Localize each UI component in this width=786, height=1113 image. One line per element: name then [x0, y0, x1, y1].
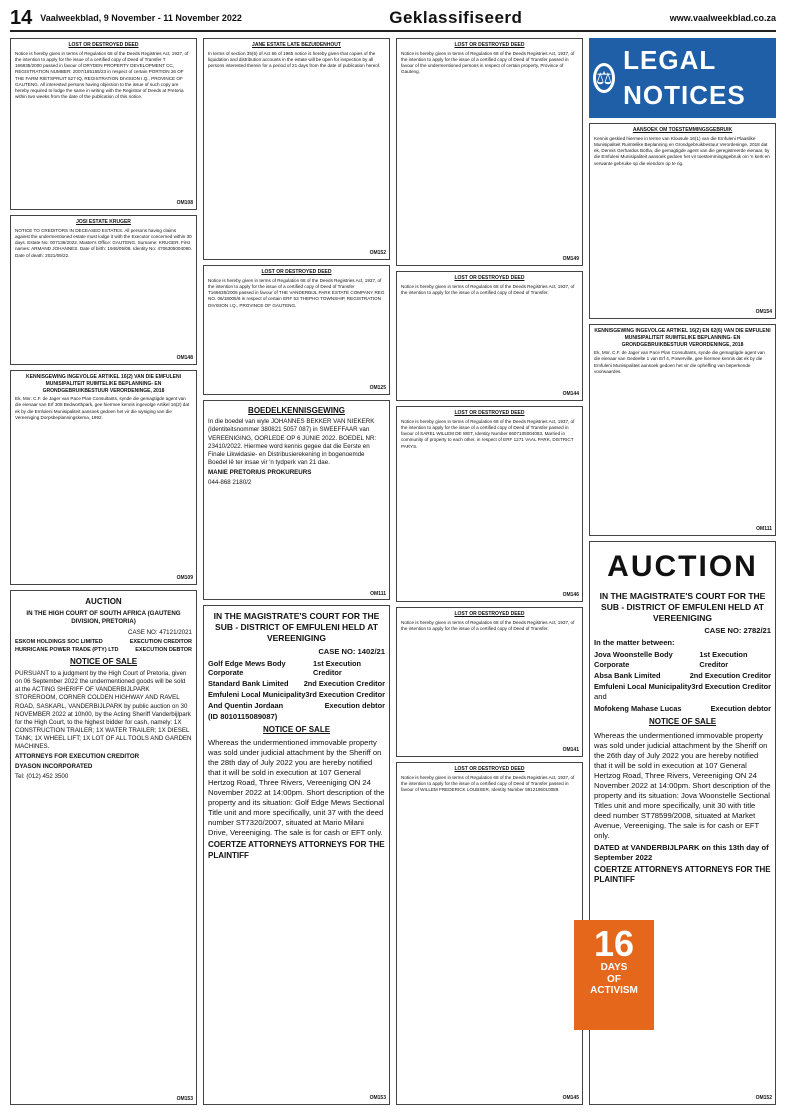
notice-body: Whereas the undermentioned immovable property was sold under judicial attachment by the Sheriff on the 28th day of July 2022 you are hereby notified that it will be sold in execution at 107 General Hertzog Road, Three Rivers, Vereeniging ON 24 November 2022 at 14:00pm. Short description of the property and its situation: Golf Edge Mews Sectional Title unit and more specifically, unit 37 with the deed number ST7320/2007, situated at Mario Milani Drive, Vereeniging. The sale is for cash or EFT only.	[208, 738, 385, 838]
between: In the matter between:	[594, 638, 675, 648]
notice-body: In die boedel van wyle JOHANNES BEKKER VAN NIEKERK (Identiteitsnommer 380821 5057 087) in SWEEFFAAR van VEREENIGING, OORLEDE OP 6 JUNIE 2022. BOEDEL NR: 23410/2022. Hiermee word kennis gegee dat die Eerste en Finale Likwidasie- en Distribusierekening in bogenoemde Boedel lê ter insae vir 'n tydperk van 21 dae.	[208, 418, 377, 466]
notice-title: LOST OR DESTROYED DEED	[454, 42, 525, 48]
lost-deed-notice	[396, 406, 583, 602]
lost-deed-notice	[203, 265, 390, 395]
notice-body: Kennis geskied hiermee in terme van Klousule 16(1) van die Emfuleni Plaaslike Munisipaliteit Ruimtelike Beplanning en Grondgebruikbestuur Verordeninge, 2018 dat ek, Dennis Gerhardus Botha, die gemagtigde agent van die geregistreerde eienaar, by die Emfuleni Munisipaliteit aansoek gedoen het vir toestemmingsgebruik om 'n kerk en verwante gebruike op die eiendom op te rig.	[594, 135, 770, 166]
estate-late-notice	[203, 38, 390, 260]
debtor-role: Execution debtor	[324, 700, 385, 710]
notice-body: Notice is hereby given in terms of Regulation 68 of the Deeds Registries Act, 1937, of the intention to apply for the issue of a certified copy of Deed of Transfer passed in favour of SAREL WILLEM DE WET, Identity Number 6607105004083, Married in community of property to each other, in respect of ERF 1271 VAAL PARK, DISTRICT PARYS.	[401, 418, 575, 449]
party-role: 1st Execution Creditor	[699, 650, 748, 670]
notice-ref: OM152	[755, 1095, 772, 1102]
party: Absa Bank Limited	[594, 670, 661, 680]
legal-notices-banner	[589, 38, 776, 118]
defendant: HURRICANE POWER TRADE (PTY) LTD	[15, 646, 119, 653]
column-3	[396, 38, 583, 1105]
notice-ref: OM111	[756, 526, 772, 533]
telephone: Tel: (012) 452 3500	[15, 773, 69, 780]
auction-head: AUCTION	[607, 550, 758, 583]
defendant-role: EXECUTION DEBTOR	[135, 646, 192, 653]
site-url[interactable]: www.vaalweekblad.co.za	[669, 13, 776, 23]
dated: DATED at VANDERBIJLPARK on this 13th day of September 2022	[594, 842, 769, 862]
lost-deed-notice	[396, 38, 583, 266]
notice-of-sale: NOTICE OF SALE	[262, 724, 331, 734]
notice-body: Notice is hereby given in terms of Regulation 68 of the Deeds Registries Act, 1937, of the intention to apply for the issue of a certified copy of Deed of Transfer passed in favour of WILLEM FREDERICK LOUBSER, Identity Number 5912195010089.	[401, 774, 575, 793]
lost-deed-notice	[10, 38, 197, 210]
case-number: CASE NO: 1402/21	[318, 646, 385, 656]
notice-ref: OM153	[369, 1095, 386, 1102]
notice-body: Ek, Mnr. C.F. de Jager van Pace Plan Consultants, synde die gemagtigde agent van die eienaar van Erf 308 Bedworthpark, gee hiermee kennis ingevolge Artikel 16(2) dat ek by die Emfuleni Munisipaliteit aansoek gedoen het vir die wysiging van die Vereeniging Dorpsbeplanningskema, 1992.	[15, 396, 190, 420]
notice-title: BOEDELKENNISGEWING	[248, 406, 345, 415]
column-1	[10, 38, 197, 1105]
notice-ref: OM125	[369, 385, 386, 392]
attorneys: COERTZE ATTORNEYS ATTORNEYS FOR THE PLAINTIFF	[594, 864, 771, 885]
notice-body: In terms of section 35(5) of Act 66 of 1965 notice is hereby given that copies of the liquidation and distribution accounts in the estate will be open for inspection by all persons interested therein for a period of 21 days from the date of publication hereof.	[208, 50, 381, 69]
notice-ref: OM154	[755, 309, 772, 316]
section-title: Geklassifiseerd	[389, 8, 523, 27]
notice-title: LOST OR DESTROYED DEED	[261, 269, 332, 275]
column-2	[203, 38, 390, 1105]
notice-ref: OM109	[176, 575, 193, 582]
party-role: 3rd Execution Creditor	[305, 689, 385, 699]
attorneys: ATTORNEYS FOR EXECUTION CREDITOR	[15, 752, 140, 760]
case-number: CASE NO: 2782/21	[704, 626, 771, 636]
notice-ref: OM111	[370, 590, 386, 597]
notice-ref: OM149	[562, 256, 579, 263]
paper-date: Vaalweekblad, 9 November - 11 November 2022	[40, 13, 242, 23]
debtor-id: (ID 8010115089087)	[208, 711, 278, 721]
activism-line: ACTIVISM	[590, 985, 638, 996]
notice-body: Notice is hereby given in terms of Regulation 68 of the Deeds Registries Act, 1937, of the intention to apply for the issue of a certified copy of Deed of Transfer T 166835/2000 passed in favour of DRYDEN PROPERTY DEVELOPMENT CC, REGISTRATION NUMBER: 2007/185155/23 in respect of certain PORTION 26 OF THE FARM RIETSPRUIT 527 IQ, REGISTRATION DIVISION I.Q., PROVINCE OF GAUTENG. All interested persons having objection to the issue of such copy are hereby required to lodge the same in writing with the Registrar of Deeds at Pretoria within two weeks from the date of the publication of this notice.	[15, 50, 189, 100]
lost-deed-notice	[396, 762, 583, 1105]
notice-ref: OM153	[176, 1095, 193, 1102]
notice-of-sale: NOTICE OF SALE	[648, 717, 717, 727]
notice-title: KENNISGEWING INGEVOLGE ARTIKEL 16(2) EN 62(6) VAN DIE EMFULENI MUNISIPALITEIT RUIMTELIKE BEPLANNING- EN GRONDGEBRUIKBESTUUR VERORDENINGE, 2018	[594, 328, 771, 348]
estate-notice	[10, 215, 197, 365]
and-text: and	[594, 692, 607, 702]
aansoek-notice	[589, 123, 776, 319]
notice-body: Ek, Mnr. C.F. de Jager van Pace Plan Consultants, synde die gemagtigde agent van die eienaar van Gedeelte 1 van Erf 4, Powerville, gee hiermee kennis dat ek by die Emfuleni Munisipaliteit aansoek gedoen het vir die opheffing van beperkende voorwaardes.	[594, 350, 765, 374]
party: Emfuleni Local Municipality	[208, 689, 306, 699]
firm: DYASON INCORPORATED	[15, 762, 93, 770]
court-name: IN THE MAGISTRATE'S COURT FOR THE SUB - DISTRICT OF EMFULENI HELD AT VEREENIGING	[213, 611, 380, 644]
notice-title: JANE ESTATE LATE BEZUIDENHOUT	[252, 42, 341, 48]
activism-line: DAYS	[600, 962, 628, 973]
notice-body: PURSUANT to a judgment by the High Court of Pretoria, given on 06 September 2022 the undermentioned goods will be sold at the ACTING SHERIFF OF VANDERBIJLPARK STOREROOM, CORNER COLDEN HIGHWAY AND RAVEL ROAD, SASKARL, VANDERBIJLPARK by public auction on 30 NOVEMBER 2022 at 10h00, by the Acting Sheriff Vanderbijlpark for the High Court, to the highest bidder for cash, namely: 1X CONSTRUCTION TRAILER; 1X WATER TRAILER; 1X DIESEL TANK; 1X WHEEL LIFT; 1X LOT OF ALL TOOLS AND GARDEN MACHINES.	[15, 670, 192, 750]
party-role: 2nd Execution Creditor	[303, 679, 385, 689]
notice-title: LOST OR DESTROYED DEED	[454, 766, 525, 772]
auction-notice	[10, 590, 197, 1105]
debtor: Mofokeng Mahase Lucas	[594, 704, 682, 714]
notice-ref: OM145	[562, 1095, 579, 1102]
party-role: 1st Execution Creditor	[313, 658, 362, 678]
plaintiff: ESKOM HOLDINGS SOC LIMITED	[15, 638, 103, 645]
notice-body: Notice is hereby given in terms of Regulation 68 of the Deeds Registries Act, 1937, of the intention to apply for the issue of a certified copy of Deed of Transfer.	[401, 619, 575, 631]
activism-line: OF	[607, 973, 621, 985]
lost-deed-notice	[396, 607, 583, 757]
notice-title: JOSI ESTATE KRUGER	[76, 219, 131, 225]
notice-body: NOTICE TO CREDITORS IN DECEASED ESTATES. All persons having claims against the undermentioned estate must lodge it with the Executor concerned within 30 days. Estate No: 007136/2022. Master's Office: GAUTENG. Surname: KRUGER. First names: ARMAND JOHANNES. Date of birth: 1946/05/08. Identity No: 4706305004080. Date of death: 2021/09/22.	[15, 227, 192, 258]
party-role: 2nd Execution Creditor	[689, 670, 771, 680]
party: Jova Woonstelle Body Corporate	[594, 650, 673, 670]
party: Golf Edge Mews Body Corporate	[208, 658, 286, 678]
notice-title: AANSOEK OM TOESTEMMINGSGEBRUIK	[632, 127, 733, 133]
activism-badge	[574, 920, 654, 1030]
auction-head: AUCTION	[85, 597, 122, 606]
notice-body: Whereas the undermentioned immovable property was sold under judicial attachment by the Sheriff on the 26th day of July 2022 you are hereby notified that it will be sold in execution at 107 General Hertzog Road, Three Rivers, Vereeniging ON 24 November 2022 at 14:00pm. Short description of the property and its situation: Jova Woonstelle Sectional Titles unit and more specifically, unit 30 with title deed number ST78599/2008, situated at Market Avenue, Vereeniging. The sale is for cash or EFT only.	[594, 730, 771, 840]
case-number: CASE NO: 47121/2021	[128, 628, 192, 636]
court-name: IN THE MAGISTRATE'S COURT FOR THE SUB - DISTRICT OF EMFULENI HELD AT VEREENIGING	[599, 590, 766, 624]
gavel-icon: ⚖	[593, 63, 615, 93]
party: Standard Bank Limited	[208, 679, 289, 689]
firm: MANIE PRETORIUS PROKUREURS	[208, 468, 312, 476]
notice-title: LOST OR DESTROYED DEED	[454, 410, 525, 416]
kennisgewing-notice	[589, 324, 776, 536]
debtor-role: Execution debtor	[710, 704, 771, 714]
notice-ref: OM146	[562, 592, 579, 599]
party: Emfuleni Local Municipality	[594, 681, 692, 691]
telephone: 044-868 2180/2	[208, 478, 252, 486]
notice-title: LOST OR DESTROYED DEED	[454, 611, 525, 617]
notice-ref: OM108	[176, 200, 193, 207]
notice-title: KENNISGEWING INGEVOLGE ARTIKEL 16(2) VAN DIE EMFULENI MUNISIPALITEIT RUIMTELIKE BEPLANNING- EN GRONDGEBRUIKBESTUUR VERORDENINGE, 2018	[26, 374, 181, 394]
boedel-notice	[203, 400, 390, 600]
notice-body: Notice is hereby given in terms of Regulation 68 of the Deeds Registries Act, 1937, of the intention to apply for the issue of a certified copy of Deed of Transfer.	[401, 283, 575, 295]
activism-number: 16	[593, 923, 635, 964]
notice-ref: OM152	[369, 250, 386, 257]
party-role: 3rd Execution Creditor	[691, 681, 771, 691]
rezoning-notice	[10, 370, 197, 585]
notice-ref: OM141	[562, 747, 579, 754]
court-name: IN THE HIGH COURT OF SOUTH AFRICA (GAUTENG DIVISION, PRETORIA)	[26, 610, 181, 626]
attorneys: COERTZE ATTORNEYS ATTORNEYS FOR THE PLAINTIFF	[208, 840, 385, 860]
notice-ref: OM148	[176, 355, 193, 362]
notice-of-sale: NOTICE OF SALE	[69, 656, 138, 666]
plaintiff-role: EXECUTION CREDITOR	[129, 638, 192, 645]
masthead	[10, 6, 776, 32]
debtor: And Quentin Jordaan	[208, 700, 284, 710]
notice-title: LOST OR DESTROYED DEED	[454, 275, 525, 281]
page-number: 14	[10, 6, 33, 29]
notice-title: LOST OR DESTROYED DEED	[68, 42, 139, 48]
notice-body: Notice is hereby given in terms of Regulation 68 of the Deeds Registries Act, 1937, of the intention to apply for the issue of a certified copy of Deed of Transfer T166635/2006 passed in favour of THE VANDERBIJL PARK ESTATE COMPANY REG NO. 06/18005/6 in respect of certain ERF 53 THEPHO TOWNSHIP, REGISTRATION DIVISION I.Q., PROVINCE OF GAUTENG.	[208, 277, 385, 308]
notice-ref: OM144	[562, 391, 579, 398]
lost-deed-notice	[396, 271, 583, 401]
notice-body: Notice is hereby given in terms of Regulation 68 of the Deeds Registries Act, 1937, of the intention to apply for the issue of a certified copy of Deed of Transfer passed in favour of the undermentioned persons in respect of certain property, Province of Gauteng.	[401, 50, 575, 75]
banner-title: LEGAL NOTICES	[623, 44, 746, 110]
magistrate-sale-notice	[203, 605, 390, 1105]
